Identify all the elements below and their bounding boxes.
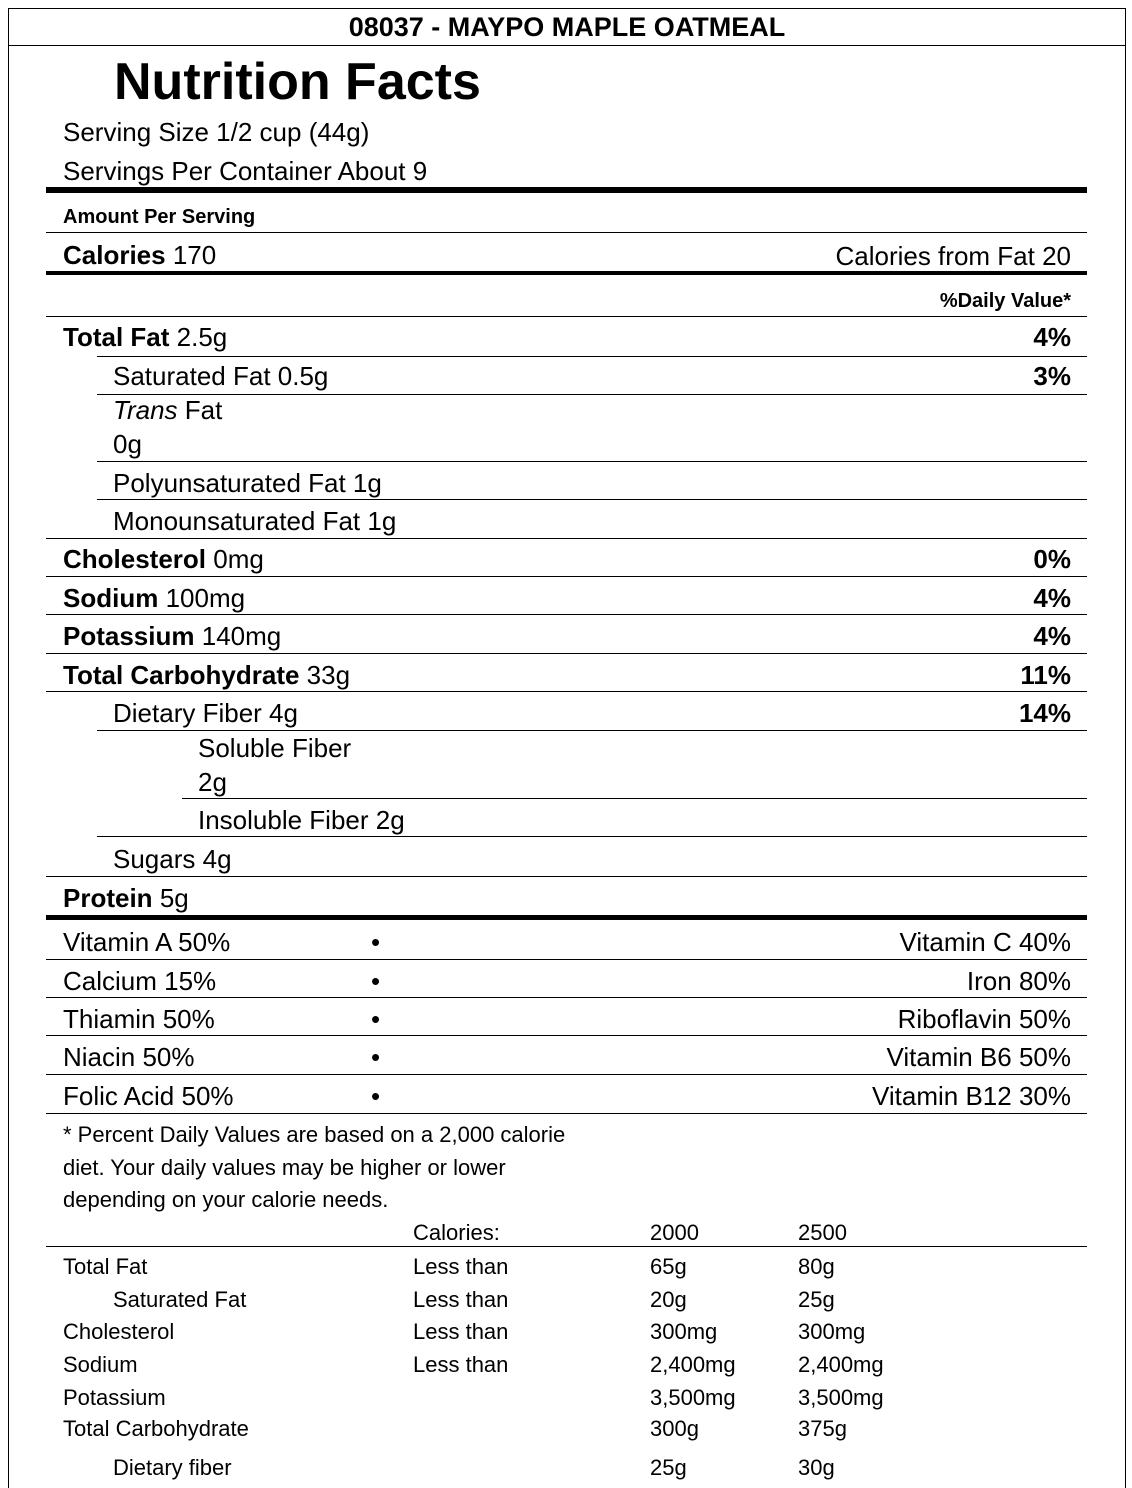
divider (46, 997, 1087, 998)
vitamin-right: Iron 80% (966, 966, 1071, 996)
footnote-line: depending on your calorie needs. (63, 1187, 389, 1212)
servings-per-container: Servings Per Container About 9 (63, 156, 428, 186)
vitamin-right: Vitamin C 40% (899, 927, 1071, 957)
dv-table-col-2500: 2500 (798, 1220, 847, 1245)
dv-table-col-2000: 2000 (650, 1220, 699, 1245)
sugars-label: Sugars 4g (113, 844, 232, 874)
divider (97, 394, 1087, 395)
divider (46, 653, 1087, 654)
protein-row (63, 883, 189, 914)
dv-row-name: Total Fat (63, 1254, 148, 1279)
dv-row-name: Potassium (63, 1385, 166, 1410)
insoluble-fiber-label: Insoluble Fiber 2g (198, 805, 405, 835)
divider (46, 614, 1087, 615)
trans-italic: Trans (113, 395, 178, 425)
vitamin-right: Vitamin B6 50% (886, 1042, 1071, 1072)
dv-row-2000: 300g (650, 1416, 699, 1441)
divider (46, 316, 1087, 317)
dv-row-name: Saturated Fat (113, 1287, 247, 1312)
divider (46, 1074, 1087, 1075)
vitamin-left: Calcium 15% (63, 966, 217, 996)
potassium-amount: 140mg (201, 621, 282, 651)
dv-table-calories-label: Calories: (413, 1220, 500, 1245)
dv-row-2000: 2,400mg (650, 1352, 736, 1377)
dv-row-2500: 2,400mg (798, 1352, 884, 1377)
trans-fat-label (113, 395, 222, 426)
calories-value: 170 (172, 240, 217, 270)
mono-fat-label: Monounsaturated Fat 1g (113, 506, 397, 536)
trans-rest: Fat (177, 395, 223, 425)
total-carb-label: Total Carbohydrate (63, 660, 300, 690)
vitamin-bullet: • (371, 927, 381, 957)
vitamin-left: Vitamin A 50% (63, 927, 231, 957)
dv-row-name: Total Carbohydrate (63, 1416, 249, 1441)
dv-row-2000: 65g (650, 1254, 687, 1279)
sodium-amount: 100mg (165, 583, 246, 613)
divider (46, 1035, 1087, 1036)
cholesterol-label: Cholesterol (63, 544, 207, 574)
dv-row-2500: 300mg (798, 1319, 866, 1344)
vitamin-left: Thiamin 50% (63, 1004, 215, 1034)
divider (46, 538, 1087, 539)
total-carb-row (63, 660, 350, 691)
vitamin-bullet: • (371, 1004, 381, 1034)
divider (46, 232, 1087, 233)
calories-label: Calories (63, 240, 166, 270)
divider (46, 691, 1087, 692)
soluble-fiber-amount: 2g (198, 767, 227, 797)
dv-row-2000: 20g (650, 1287, 687, 1312)
saturated-fat-label: Saturated Fat 0.5g (113, 361, 329, 391)
dietary-fiber-label: Dietary Fiber 4g (113, 698, 298, 728)
dv-row-cond: Less than (413, 1287, 509, 1312)
divider (46, 576, 1087, 577)
divider (97, 461, 1087, 462)
calories-row (63, 240, 216, 271)
thick-divider (46, 915, 1087, 920)
product-title: 08037 - MAYPO MAPLE OATMEAL (9, 9, 1125, 46)
divider (97, 356, 1087, 357)
trans-fat-amount: 0g (113, 429, 142, 459)
dv-row-2000: 3,500mg (650, 1385, 736, 1410)
serving-size: Serving Size 1/2 cup (44g) (63, 117, 370, 147)
dv-row-2500: 3,500mg (798, 1385, 884, 1410)
divider (97, 836, 1087, 837)
sodium-row (63, 583, 245, 614)
divider (182, 798, 1087, 799)
total-fat-row (63, 322, 227, 353)
total-fat-dv: 4% (1033, 322, 1071, 352)
divider (97, 730, 1087, 731)
daily-value-header: %Daily Value* (939, 290, 1071, 312)
dv-row-2500: 80g (798, 1254, 835, 1279)
vitamin-bullet: • (371, 1081, 381, 1111)
vitamin-right: Vitamin B12 30% (872, 1081, 1071, 1111)
sodium-label: Sodium (63, 583, 159, 613)
divider (46, 1113, 1087, 1114)
nutrition-facts-heading: Nutrition Facts (114, 53, 481, 111)
sodium-dv: 4% (1033, 583, 1071, 613)
dv-row-cond: Less than (413, 1352, 509, 1377)
total-carb-amount: 33g (306, 660, 351, 690)
divider (97, 499, 1087, 500)
potassium-label: Potassium (63, 621, 195, 651)
dv-row-name: Cholesterol (63, 1319, 175, 1344)
dv-row-2000: 300mg (650, 1319, 718, 1344)
soluble-fiber-label: Soluble Fiber (198, 733, 352, 763)
protein-label: Protein (63, 883, 153, 913)
cholesterol-amount: 0mg (213, 544, 264, 574)
dv-row-2500: 25g (798, 1287, 835, 1312)
nutrition-label (8, 8, 1126, 1488)
vitamin-left: Niacin 50% (63, 1042, 195, 1072)
potassium-row (63, 621, 281, 652)
divider (46, 1246, 1087, 1247)
poly-fat-label: Polyunsaturated Fat 1g (113, 468, 382, 498)
vitamin-left: Folic Acid 50% (63, 1081, 234, 1111)
footnote-line: * Percent Daily Values are based on a 2,000 calorie (63, 1122, 566, 1147)
dv-row-name: Sodium (63, 1352, 138, 1377)
footnote-line: diet. Your daily values may be higher or lower (63, 1155, 506, 1180)
protein-amount: 5g (159, 883, 189, 913)
dv-row-2500: 30g (798, 1455, 835, 1480)
dv-row-2000: 25g (650, 1455, 687, 1480)
dietary-fiber-dv: 14% (1018, 698, 1071, 728)
total-fat-label: Total Fat (63, 322, 170, 352)
vitamin-bullet: • (371, 1042, 381, 1072)
divider (46, 876, 1087, 877)
total-fat-amount: 2.5g (176, 322, 228, 352)
calories-from-fat: Calories from Fat 20 (835, 241, 1071, 271)
total-carb-dv: 11% (1020, 660, 1071, 690)
dv-row-2500: 375g (798, 1416, 847, 1441)
cholesterol-dv: 0% (1033, 544, 1071, 574)
saturated-fat-dv: 3% (1033, 361, 1071, 391)
thick-divider (46, 187, 1087, 193)
medium-divider (46, 271, 1087, 275)
potassium-dv: 4% (1033, 621, 1071, 651)
vitamin-right: Riboflavin 50% (897, 1004, 1071, 1034)
dv-row-cond: Less than (413, 1254, 509, 1279)
divider (46, 959, 1087, 960)
dv-row-cond: Less than (413, 1319, 509, 1344)
dv-row-name: Dietary fiber (113, 1455, 232, 1480)
cholesterol-row (63, 544, 264, 575)
amount-per-serving: Amount Per Serving (63, 206, 256, 228)
vitamin-bullet: • (371, 966, 381, 996)
